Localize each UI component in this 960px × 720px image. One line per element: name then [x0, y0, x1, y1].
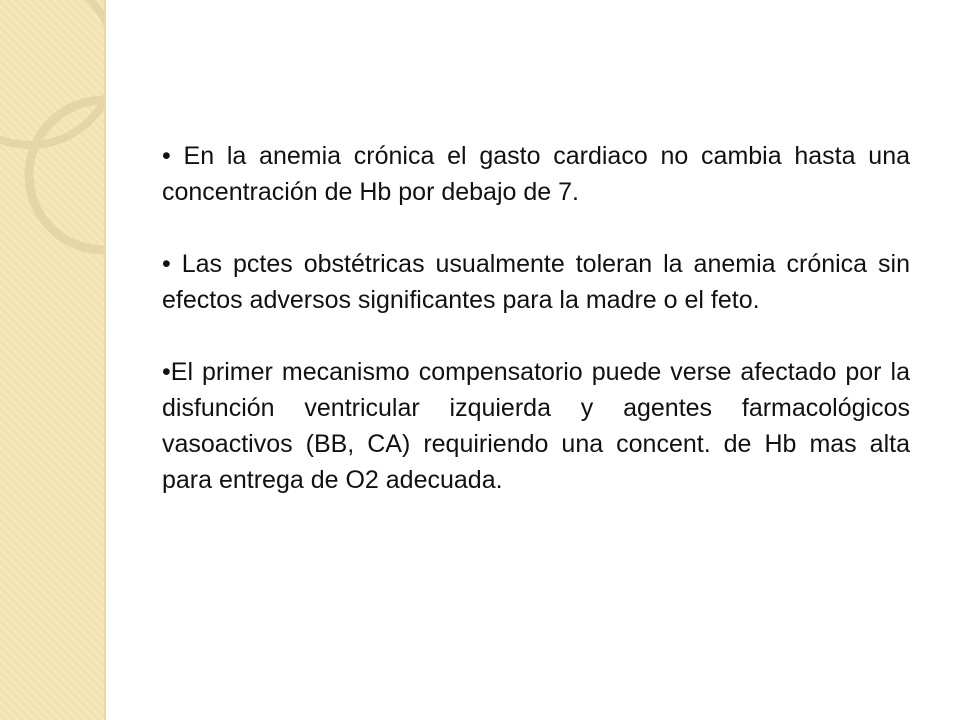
bullet-paragraph-1	[162, 138, 910, 210]
bullet-marker: •	[162, 250, 171, 278]
decorative-circles	[0, 0, 104, 720]
bullet-marker: •	[162, 142, 171, 170]
slide-body	[162, 138, 910, 534]
bullet-text: Las pctes obstétricas usualmente toleran la anemia crónica sin efectos adversos significantes para la madre o el feto.	[162, 250, 910, 314]
bullet-text: En la anemia crónica el gasto cardiaco no cambia hasta una concentración de Hb por debajo de 7.	[162, 142, 910, 206]
bullet-text: El primer mecanismo compensatorio puede verse afectado por la disfunción ventricular izquierda y agentes farmacológicos vasoactivos (BB, CA) requiriendo una concent. de Hb mas alta para entrega de O2 adecuada.	[162, 358, 910, 494]
bullet-marker: •	[162, 358, 171, 386]
bullet-paragraph-3	[162, 354, 910, 498]
decorative-side-band	[0, 0, 106, 720]
bullet-paragraph-2	[162, 246, 910, 318]
